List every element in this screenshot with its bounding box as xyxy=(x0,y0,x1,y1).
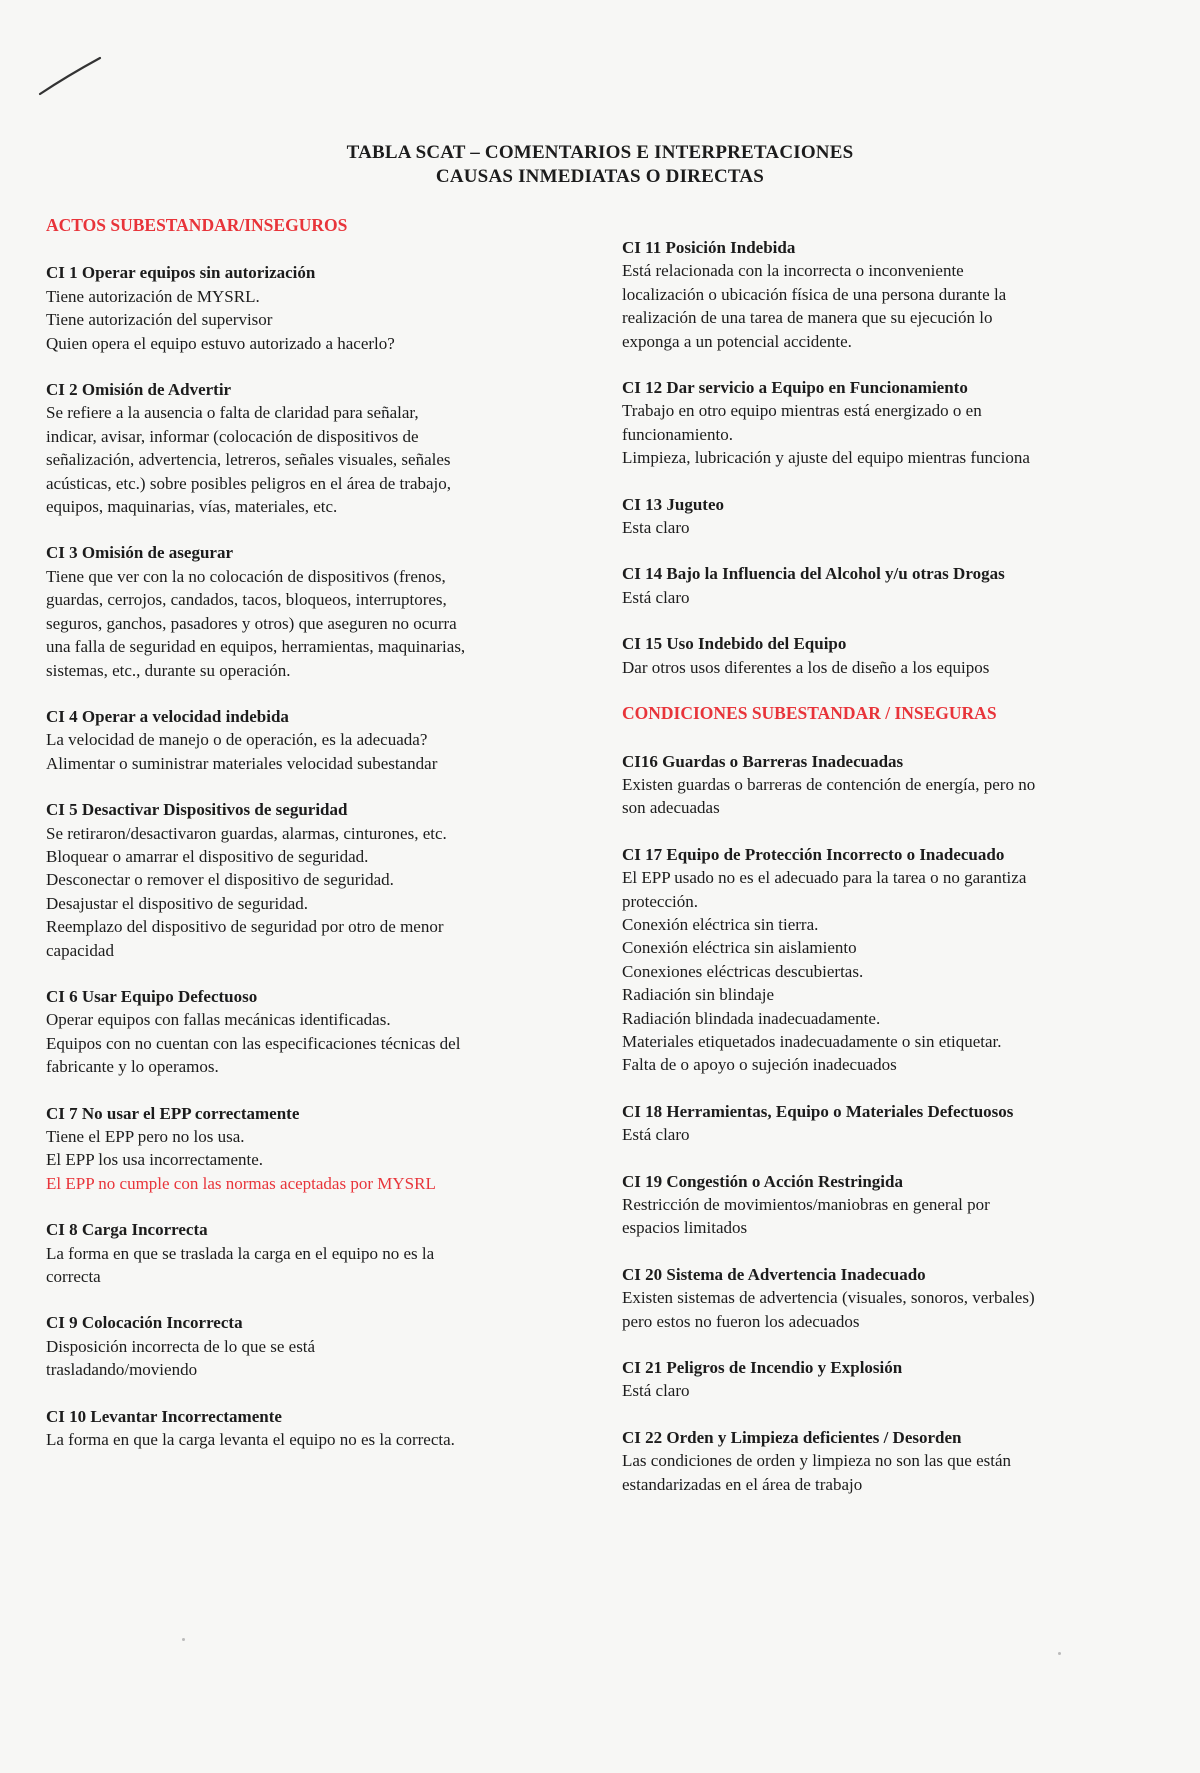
cause-item-line: Operar equipos con fallas mecánicas identificadas. xyxy=(46,1010,391,1030)
cause-item-line: sistemas, etc., durante su operación. xyxy=(46,660,291,680)
cause-item-line: Desconectar o remover el dispositivo de seguridad. xyxy=(46,870,394,890)
cause-item-title: CI 3 Omisión de asegurar xyxy=(46,543,233,563)
cause-item-line: Alimentar o suministrar materiales velocidad subestandar xyxy=(46,753,438,773)
cause-item-line: Las condiciones de orden y limpieza no son las que están xyxy=(622,1451,1011,1471)
cause-item-line: exponga a un potencial accidente. xyxy=(622,331,852,351)
cause-item-title: CI 2 Omisión de Advertir xyxy=(46,380,232,400)
cause-item-line: Conexión eléctrica sin tierra. xyxy=(622,914,819,934)
cause-item-line: realización de una tarea de manera que su ejecución lo xyxy=(622,308,993,328)
cause-item-line: Materiales etiquetados inadecuadamente o sin etiquetar. xyxy=(622,1031,1002,1051)
cause-item-title: CI 4 Operar a velocidad indebida xyxy=(46,706,289,726)
cause-item-line: equipos, maquinarias, vías, materiales, etc. xyxy=(46,497,338,517)
cause-item-line: son adecuadas xyxy=(622,798,720,818)
cause-item xyxy=(46,261,556,355)
right-item-list-actos xyxy=(622,236,1142,679)
cause-item xyxy=(622,562,1142,609)
cause-item-title: CI 11 Posición Indebida xyxy=(622,238,796,257)
cause-item xyxy=(622,632,1142,679)
cause-item-line: correcta xyxy=(46,1267,101,1287)
cause-item-line: Trabajo en otro equipo mientras está energizado o en xyxy=(622,401,982,421)
cause-item-title: CI 22 Orden y Limpieza deficientes / Desorden xyxy=(622,1427,962,1447)
document-title xyxy=(0,141,1200,189)
scan-speck xyxy=(1058,1652,1061,1655)
cause-item-line: espacios limitados xyxy=(622,1218,748,1238)
cause-item-line: Se retiraron/desactivaron guardas, alarmas, cinturones, etc. xyxy=(46,823,447,843)
cause-item-line: trasladando/moviendo xyxy=(46,1360,198,1380)
right-item-list-condiciones xyxy=(622,750,1142,1497)
cause-item xyxy=(46,1405,556,1452)
cause-item-line: Radiación blindada inadecuadamente. xyxy=(622,1008,881,1028)
cause-item-line: La forma en que la carga levanta el equipo no es la correcta. xyxy=(46,1430,455,1450)
scan-speck xyxy=(182,1638,185,1641)
cause-item xyxy=(622,1426,1142,1496)
cause-item xyxy=(622,1170,1142,1240)
cause-item-title: CI 21 Peligros de Incendio y Explosión xyxy=(622,1358,903,1378)
cause-item-line: Está claro xyxy=(622,587,690,607)
cause-item-line: El EPP usado no es el adecuado para la tarea o no garantiza xyxy=(622,868,1027,888)
cause-item xyxy=(46,1102,556,1196)
cause-item-line: La forma en que se traslada la carga en el equipo no es la xyxy=(46,1243,435,1263)
cause-item-line: capacidad xyxy=(46,940,114,960)
cause-item xyxy=(622,1100,1142,1147)
cause-item-title: CI 18 Herramientas, Equipo o Materiales Defectuosos xyxy=(622,1101,1014,1121)
cause-item-line: indicar, avisar, informar (colocación de dispositivos de xyxy=(46,426,419,446)
cause-item-line: La velocidad de manejo o de operación, es la adecuada? xyxy=(46,730,428,750)
cause-item-line: Radiación sin blindaje xyxy=(622,985,775,1005)
cause-item xyxy=(622,1356,1142,1403)
cause-item-line: Bloquear o amarrar el dispositivo de seguridad. xyxy=(46,846,369,866)
cause-item xyxy=(622,1263,1142,1333)
cause-item-title: CI 5 Desactivar Dispositivos de seguridad xyxy=(46,800,348,820)
cause-item-line: acústicas, etc.) sobre posibles peligros en el área de trabajo, xyxy=(46,473,452,493)
cause-item xyxy=(46,378,556,518)
section-heading-actos: ACTOS SUBESTANDAR/INSEGUROS xyxy=(46,215,348,235)
cause-item-line: El EPP los usa incorrectamente. xyxy=(46,1150,264,1170)
cause-item-title: CI16 Guardas o Barreras Inadecuadas xyxy=(622,751,904,771)
left-column xyxy=(46,214,556,1474)
cause-item-line: Falta de o apoyo o sujeción inadecuados xyxy=(622,1055,897,1075)
cause-item xyxy=(46,705,556,775)
cause-item-line: una falla de seguridad en equipos, herramientas, maquinarias, xyxy=(46,637,466,657)
cause-item-line: Se refiere a la ausencia o falta de claridad para señalar, xyxy=(46,403,419,423)
cause-item-line: funcionamiento. xyxy=(622,424,733,444)
cause-item-line-highlighted: El EPP no cumple con las normas aceptadas por MYSRL xyxy=(46,1173,436,1193)
left-item-list xyxy=(46,261,556,1451)
cause-item-line: fabricante y lo operamos. xyxy=(46,1057,219,1077)
cause-item-line: Reemplazo del dispositivo de seguridad por otro de menor xyxy=(46,917,444,937)
cause-item-title: CI 20 Sistema de Advertencia Inadecuado xyxy=(622,1264,926,1284)
cause-item-line: estandarizadas en el área de trabajo xyxy=(622,1474,863,1494)
right-column xyxy=(622,236,1142,1519)
cause-item-line: seguros, ganchos, pasadores y otros) que aseguren no ocurra xyxy=(46,613,457,633)
cause-item-line: Desajustar el dispositivo de seguridad. xyxy=(46,893,309,913)
cause-item-line: Dar otros usos diferentes a los de diseño a los equipos xyxy=(622,657,990,677)
cause-item xyxy=(46,541,556,681)
cause-item-line: señalización, advertencia, letreros, señales visuales, señales xyxy=(46,450,451,470)
cause-item-line: Existen guardas o barreras de contención de energía, pero no xyxy=(622,774,1036,794)
cause-item-line: Tiene autorización del supervisor xyxy=(46,310,273,330)
cause-item-line: Conexiones eléctricas descubiertas. xyxy=(622,961,864,981)
cause-item-line: Quien opera el equipo estuvo autorizado a hacerlo? xyxy=(46,333,395,353)
cause-item-line: Equipos con no cuentan con las especificaciones técnicas del xyxy=(46,1033,461,1053)
title-line-1: TABLA SCAT – COMENTARIOS E INTERPRETACIONES xyxy=(346,142,854,163)
cause-item-line: Está claro xyxy=(622,1125,690,1145)
cause-item-title: CI 14 Bajo la Influencia del Alcohol y/u otras Drogas xyxy=(622,564,1005,584)
cause-item-line: protección. xyxy=(622,891,698,911)
cause-item-line: Tiene autorización de MYSRL. xyxy=(46,286,260,306)
cause-item-line: Restricción de movimientos/maniobras en general por xyxy=(622,1195,990,1214)
cause-item-line: Existen sistemas de advertencia (visuales, sonoros, verbales) xyxy=(622,1288,1035,1308)
cause-item-line: Disposición incorrecta de lo que se está xyxy=(46,1336,316,1356)
cause-item-title: CI 17 Equipo de Protección Incorrecto o Inadecuado xyxy=(622,844,1005,864)
cause-item-line: localización o ubicación física de una persona durante la xyxy=(622,284,1007,304)
cause-item xyxy=(622,376,1142,470)
cause-item-title: CI 10 Levantar Incorrectamente xyxy=(46,1406,282,1426)
cause-item-title: CI 8 Carga Incorrecta xyxy=(46,1220,208,1240)
cause-item-line: pero estos no fueron los adecuados xyxy=(622,1311,860,1331)
cause-item xyxy=(622,843,1142,1077)
cause-item-title: CI 1 Operar equipos sin autorización xyxy=(46,263,316,283)
cause-item-line: guardas, cerrojos, candados, tacos, bloqueos, interruptores, xyxy=(46,590,447,610)
cause-item-title: CI 15 Uso Indebido del Equipo xyxy=(622,634,847,654)
cause-item-title: CI 12 Dar servicio a Equipo en Funcionamiento xyxy=(622,378,968,398)
section-heading-condiciones: CONDICIONES SUBESTANDAR / INSEGURAS xyxy=(622,703,997,724)
cause-item xyxy=(46,1218,556,1288)
cause-item-title: CI 7 No usar el EPP correctamente xyxy=(46,1103,300,1123)
cause-item-line: Está relacionada con la incorrecta o inconveniente xyxy=(622,261,964,281)
cause-item-title: CI 9 Colocación Incorrecta xyxy=(46,1313,243,1333)
title-line-2: CAUSAS INMEDIATAS O DIRECTAS xyxy=(435,166,765,187)
cause-item-line: Esta claro xyxy=(622,518,690,538)
pen-stroke-mark xyxy=(38,54,104,98)
cause-item-line: Tiene el EPP pero no los usa. xyxy=(46,1127,245,1146)
cause-item-line: Está claro xyxy=(622,1381,690,1401)
cause-item-line: Tiene que ver con la no colocación de dispositivos (frenos, xyxy=(46,566,446,586)
cause-item-title: CI 19 Congestión o Acción Restringida xyxy=(622,1171,903,1191)
cause-item-title: CI 6 Usar Equipo Defectuoso xyxy=(46,986,258,1006)
cause-item xyxy=(46,985,556,1079)
cause-item-line: Conexión eléctrica sin aislamiento xyxy=(622,938,857,958)
cause-item xyxy=(622,236,1142,353)
cause-item-title: CI 13 Juguteo xyxy=(622,494,725,514)
cause-item xyxy=(46,1311,556,1381)
cause-item xyxy=(622,750,1142,820)
cause-item-line: Limpieza, lubricación y ajuste del equipo mientras funciona xyxy=(622,448,1030,468)
cause-item xyxy=(622,493,1142,540)
cause-item xyxy=(46,798,556,962)
